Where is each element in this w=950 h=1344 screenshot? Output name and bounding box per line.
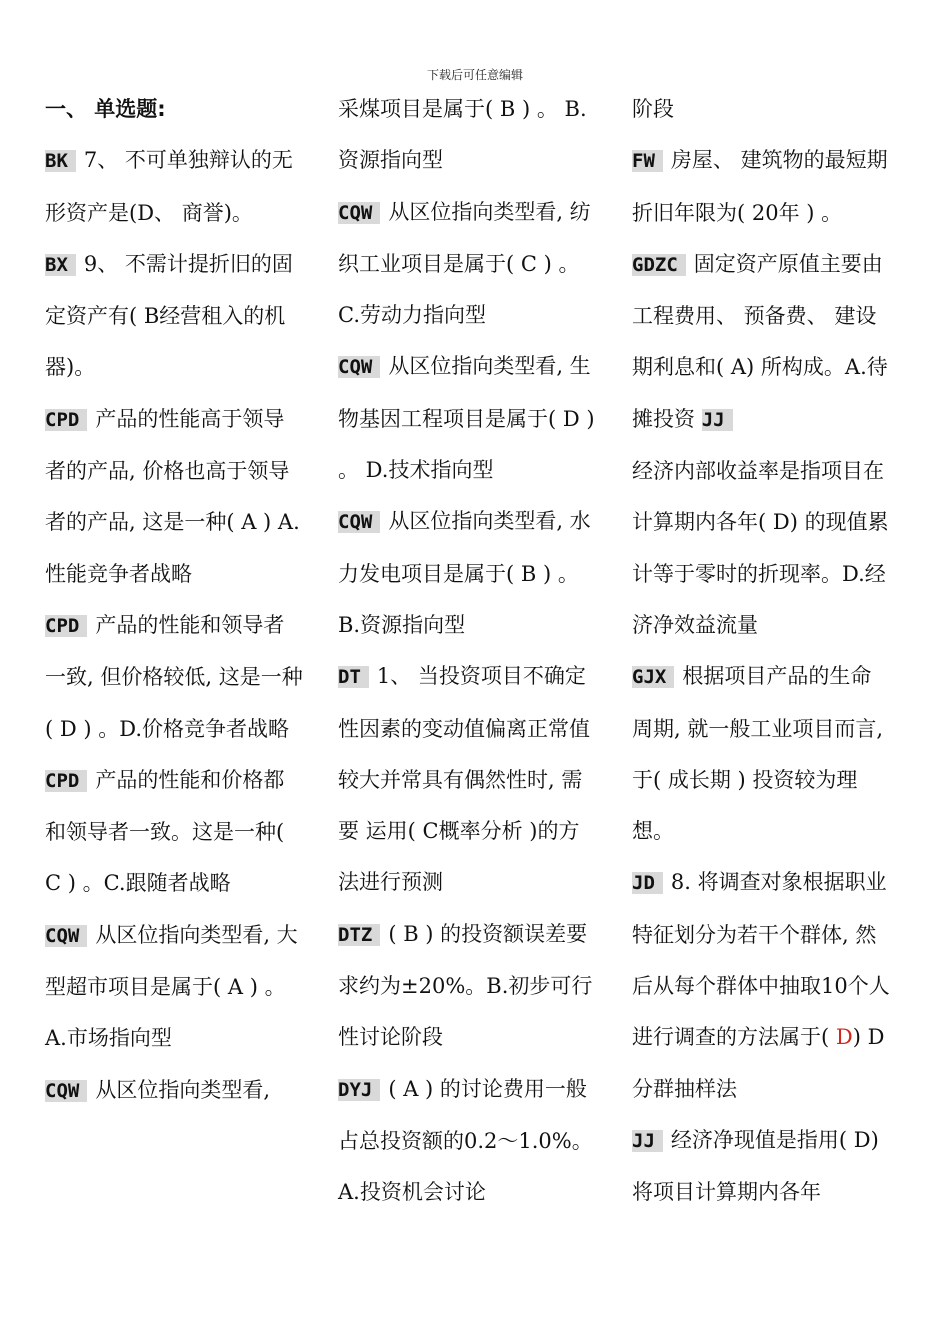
question-tag: CPD: [45, 409, 87, 431]
question-text: 房屋、 建筑物的最短期折旧年限为( 20年 ) 。: [632, 148, 888, 225]
page-header: 下载后可任意编辑: [426, 68, 523, 82]
question-item: [45, 135, 303, 239]
question-text-block: 经济内部收益率是指项目在计算期内各年( D) 的现值累计等于零时的折现率。D.经济净效益流量: [632, 459, 889, 637]
question-item: [632, 239, 890, 446]
question-item: [338, 909, 596, 1064]
question-tag: DTZ: [338, 924, 380, 946]
question-tag: CPD: [45, 615, 87, 637]
question-tag: BX: [45, 254, 76, 276]
question-tag: CQW: [338, 511, 380, 533]
question-item: [338, 651, 596, 908]
text-column-1: [45, 84, 303, 1117]
question-text: 从区位指向类型看,: [95, 1077, 271, 1102]
question-item: [45, 394, 303, 600]
question-text: 从区位指向类型看, 大型超市项目是属于( A ) 。A.市场指向型: [45, 922, 298, 1051]
question-tag: CQW: [338, 356, 380, 378]
question-tag: DT: [338, 666, 369, 688]
question-item: [338, 1064, 596, 1219]
question-item: [45, 239, 303, 394]
section-heading: 一、 单选题:: [45, 97, 166, 121]
question-tag: BK: [45, 150, 76, 172]
question-item: [45, 755, 303, 910]
question-item: [338, 341, 596, 496]
text-column-3: [632, 84, 890, 1219]
question-tag: CQW: [45, 1080, 87, 1102]
question-tag: CQW: [45, 925, 87, 947]
question-item: [45, 1065, 303, 1117]
question-text: 8. 将调查对象根据职业特征划分为若干个群体, 然后从每个群体中抽取10个人进行调查的方法属于(: [632, 870, 890, 1050]
question-item: [632, 857, 890, 1114]
question-text: 从区位指向类型看, 生物基因工程项目是属于( D ) 。 D.技术指向型: [338, 354, 595, 483]
question-text: ( A ) 的讨论费用一般占总投资额的0.2～1.0%。A.投资机会讨论: [338, 1076, 593, 1205]
question-text: 从区位指向类型看, 纺织工业项目是属于( C ) 。 C.劳动力指向型: [338, 199, 591, 328]
question-text: 产品的性能和领导者一致, 但价格较低, 这是一种( D ) 。D.价格竞争者战略: [45, 612, 303, 741]
question-text: 1、 当投资项目不确定性因素的变动值偏离正常值较大并常具有偶然性时, 需要 运用( C概率分析 )的方法进行预测: [338, 664, 590, 895]
question-tag: CPD: [45, 770, 87, 792]
text-column-2: [338, 84, 596, 1219]
question-text: 从区位指向类型看, 水力发电项目是属于( B ) 。B.资源指向型: [338, 509, 591, 637]
highlighted-answer: D: [835, 1025, 853, 1050]
question-item: [45, 600, 303, 755]
question-text: ( B ) 的投资额误差要求约为±20%。B.初步可行性讨论阶段: [338, 921, 593, 1050]
question-item: [45, 910, 303, 1065]
question-tag: DYJ: [338, 1079, 380, 1101]
question-text: 7、 不可单独辩认的无形资产是(D、 商誉)。: [45, 148, 293, 225]
question-tag: CQW: [338, 202, 380, 224]
question-item: [338, 496, 596, 651]
question-tag: JD: [632, 872, 663, 894]
question-tag: GJX: [632, 666, 674, 688]
question-text: 经济净现值是指用( D) 将项目计算期内各年: [632, 1127, 879, 1205]
question-item: [632, 135, 890, 239]
question-item: [338, 187, 596, 342]
question-tag: JJ: [632, 1130, 663, 1152]
question-text: 产品的性能和价格都和领导者一致。这是一种( C ) 。C.跟随者战略: [45, 767, 285, 896]
question-tag: JJ: [702, 409, 733, 431]
question-continuation: 采煤项目是属于( B ) 。 B.资源指向型: [338, 97, 587, 173]
question-text: 9、 不需计提折旧的固定资产有( B经营租入的机器)。: [45, 251, 293, 380]
question-tag: FW: [632, 150, 663, 172]
question-item: [632, 1115, 890, 1219]
question-text-end: ) D 分群抽样法: [632, 1025, 885, 1101]
question-tag: GDZC: [632, 254, 686, 276]
question-text: 根据项目产品的生命周期, 就一般工业项目而言, 于( 成长期 ) 投资较为理想。: [632, 664, 884, 844]
question-item: [632, 651, 890, 857]
question-text: 产品的性能高于领导者的产品, 价格也高于领导者的产品, 这是一种( A ) A.性能竞争者战略: [45, 406, 300, 586]
question-continuation: 阶段: [632, 97, 674, 121]
question-text: 固定资产原值主要由工程费用、 预备费、 建设期利息和( A) 所构成。A.待摊投资: [632, 251, 888, 431]
